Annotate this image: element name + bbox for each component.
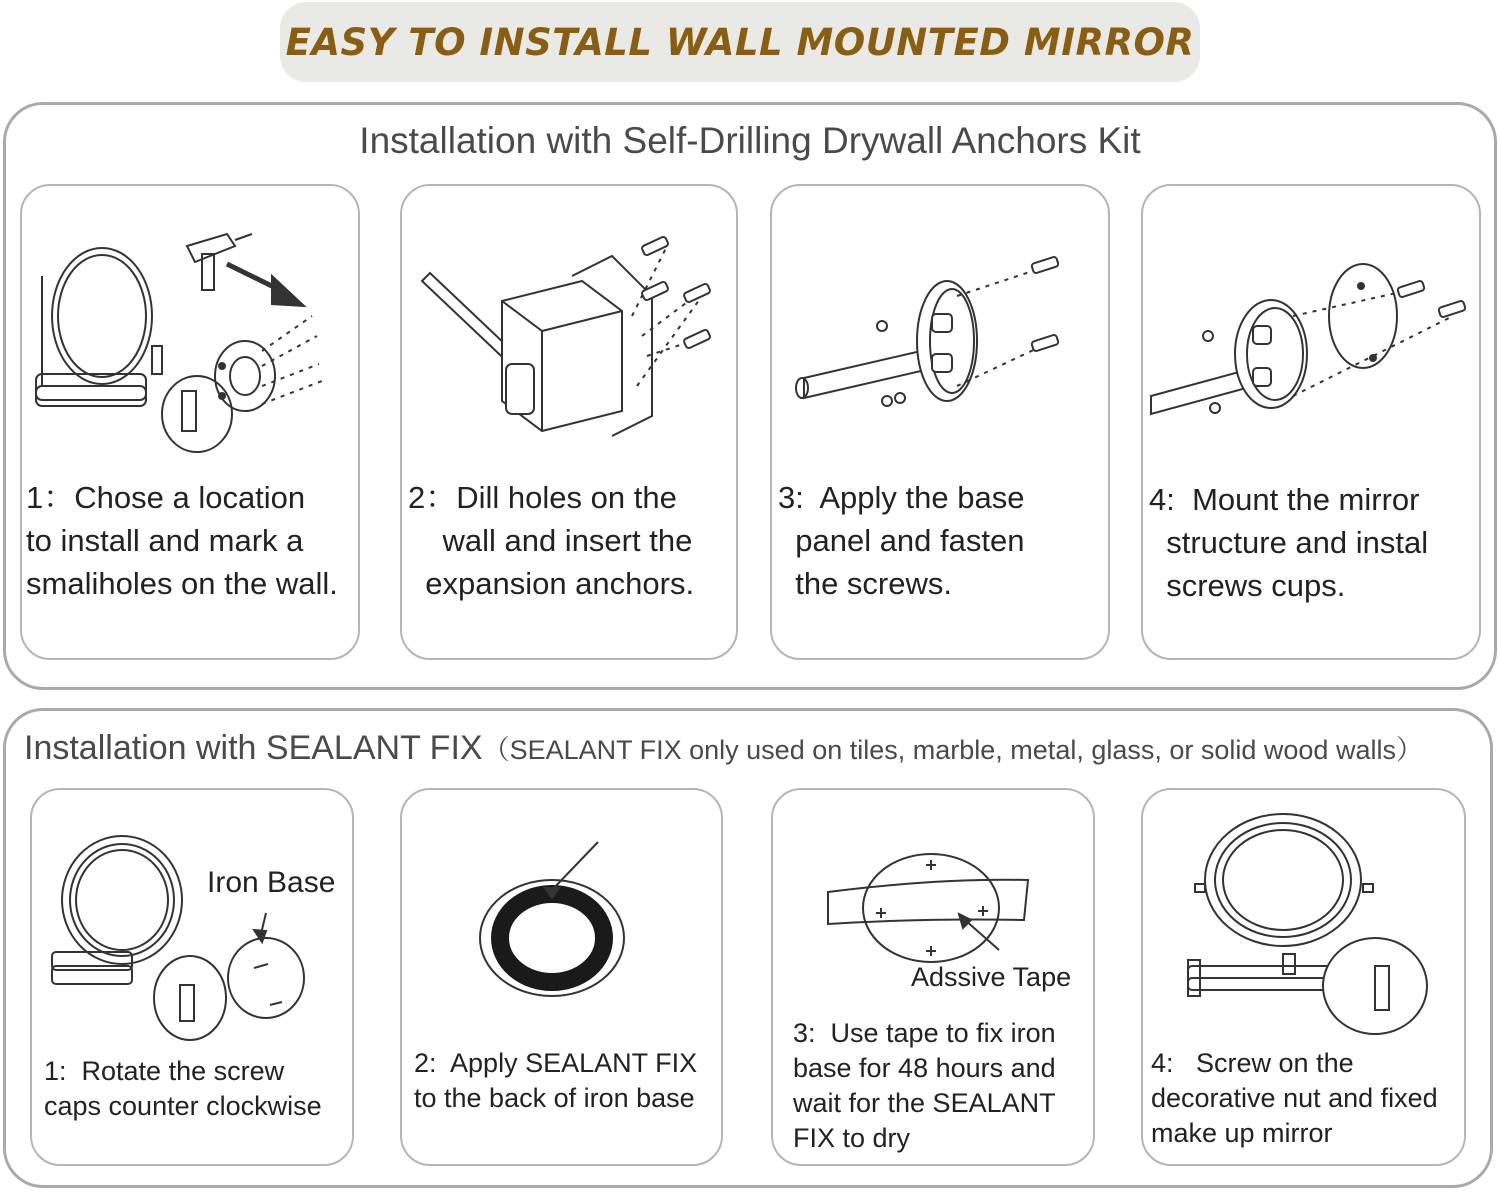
drywall-step-1-caption: 1：Chose a location to install and mark a smaliholes on the wall. <box>26 480 338 601</box>
sealant-step-1-caption: 1: Rotate the screw caps counter clockwise <box>44 1056 322 1121</box>
page-title: EASY TO INSTALL WALL MOUNTED MIRROR <box>285 20 1195 64</box>
adhesive-tape-label: Adssive Tape <box>911 962 1072 992</box>
drill-holes-illustration <box>402 186 738 456</box>
sealant-step-4-caption: 4: Screw on the decorative nut and fixed make up mirror <box>1151 1048 1438 1148</box>
drywall-step-3-caption: 3: Apply the base panel and fasten the screws. <box>778 480 1025 601</box>
sealant-step-1-card <box>30 788 354 1166</box>
mount-mirror-illustration <box>1143 186 1481 456</box>
screw-on-nut-illustration <box>1143 790 1466 1040</box>
sealant-step-3-card <box>771 788 1095 1166</box>
drywall-step-2-card <box>400 184 738 660</box>
drywall-step-1-card <box>20 184 360 660</box>
sealant-step-3-caption: 3: Use tape to fix iron base for 48 hours and wait for the SEALANT FIX to dry <box>793 1018 1056 1153</box>
apply-sealant-illustration <box>402 790 723 1040</box>
drywall-step-3-card <box>770 184 1110 660</box>
drywall-section-title: Installation with Self-Drilling Drywall Anchors Kit <box>359 120 1141 161</box>
sealant-section-title <box>24 728 1423 768</box>
drywall-step-4-caption: 4: Mount the mirror structure and instal screws cups. <box>1149 482 1429 603</box>
mark-location-illustration <box>22 186 360 456</box>
header-banner <box>280 2 1200 82</box>
rotate-screw-caps-illustration <box>32 790 354 1050</box>
drywall-step-2-caption: 2：Dill holes on the wall and insert the expansion anchors. <box>408 480 695 601</box>
iron-base-label: Iron Base <box>207 866 336 899</box>
base-panel-illustration <box>772 186 1110 456</box>
sealant-step-2-card <box>400 788 723 1166</box>
sealant-step-4-card <box>1141 788 1466 1166</box>
sealant-section-heading: Installation with SEALANT FIX <box>24 729 483 767</box>
sealant-step-2-caption: 2: Apply SEALANT FIX to the back of iron base <box>414 1048 698 1113</box>
adhesive-tape-illustration <box>773 790 1095 970</box>
sealant-section-note: （SEALANT FIX only used on tiles, marble, metal, glass, or solid wood walls） <box>482 735 1423 765</box>
drywall-step-4-card <box>1141 184 1481 660</box>
